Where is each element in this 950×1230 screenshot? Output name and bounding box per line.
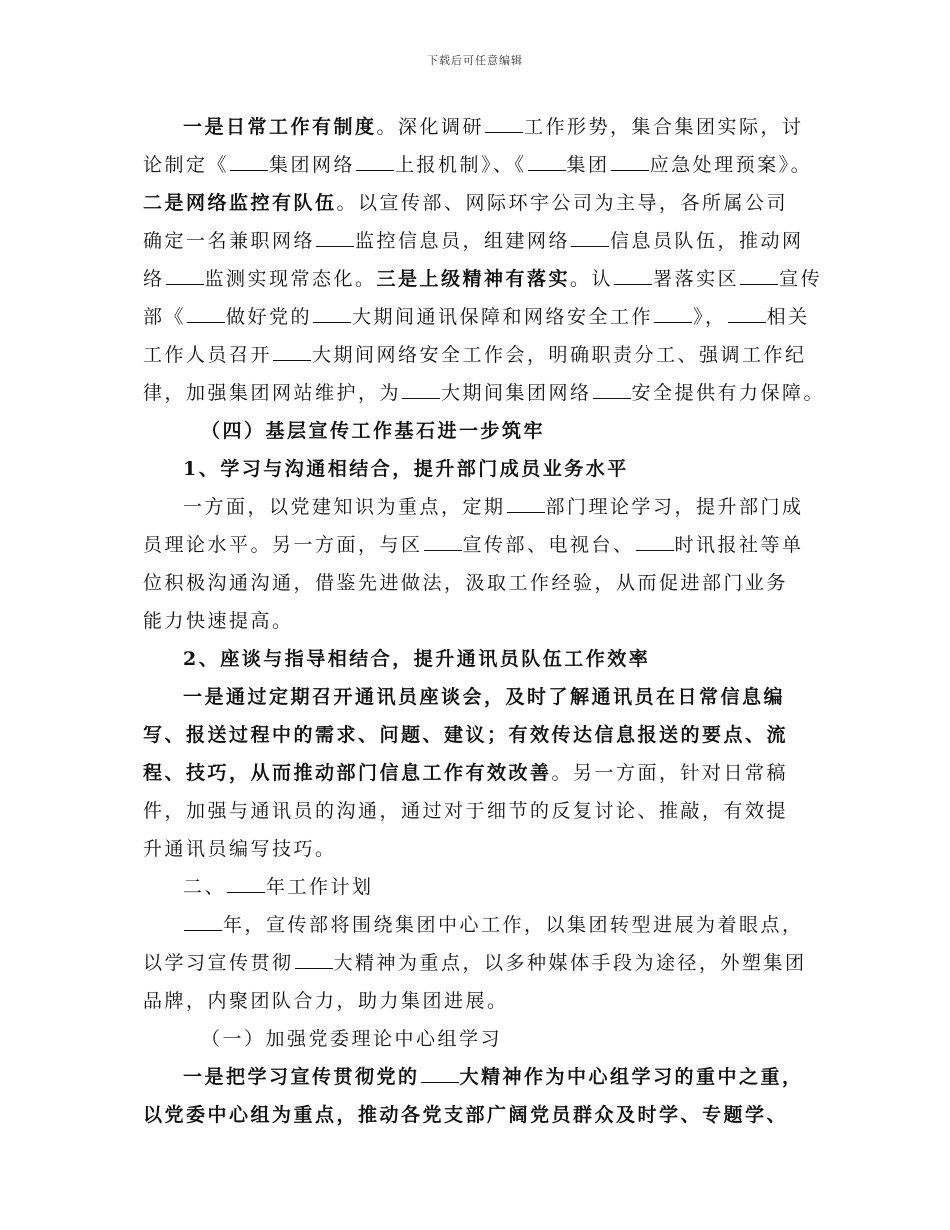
text-line bbox=[143, 1058, 813, 1096]
fill-in-blank bbox=[485, 118, 523, 133]
text-line bbox=[143, 906, 813, 944]
text-line bbox=[143, 184, 813, 222]
text-line bbox=[143, 678, 813, 716]
text-segment: 监控信息员，组建网络 bbox=[355, 230, 571, 252]
fill-in-blank bbox=[227, 878, 265, 893]
bold-text: 一是把学习宣传贯彻党的 bbox=[183, 1066, 420, 1088]
text-segment: 年工作计划 bbox=[266, 876, 374, 898]
bold-text: 以党委中心组为重点，推动各党支部广阔党员群众及时学、专题学、 bbox=[143, 1104, 789, 1126]
text-segment: 。以宣传部、网际环宇公司为主导，各所属公司 bbox=[336, 192, 789, 214]
bold-text: 一是日常工作有制度 bbox=[183, 116, 377, 138]
text-segment: 以学习宣传贯彻 bbox=[143, 952, 294, 974]
text-line bbox=[143, 146, 813, 184]
text-line bbox=[143, 944, 813, 982]
bold-text: 程、技巧，从而推动部门信息工作有效改善 bbox=[143, 762, 552, 784]
text-segment: 应急处理预案》。 bbox=[649, 154, 813, 176]
text-segment: 。认 bbox=[570, 268, 614, 290]
text-segment: 年，宣传部将围绕集团中心工作，以集团转型进展为着眼点， bbox=[223, 914, 804, 936]
text-line bbox=[143, 792, 813, 830]
fill-in-blank bbox=[187, 308, 225, 323]
text-segment: 署落实区 bbox=[653, 268, 740, 290]
fill-in-blank bbox=[424, 536, 462, 551]
text-line bbox=[143, 526, 813, 564]
text-line bbox=[143, 336, 813, 374]
text-segment: 信息员队伍，推动网 bbox=[610, 230, 804, 252]
text-segment: 论制定《 bbox=[143, 154, 230, 176]
text-line bbox=[143, 716, 813, 754]
text-segment: 时讯报社等单 bbox=[674, 534, 804, 556]
text-segment: 一方面，以党建知识为重点，定期 bbox=[183, 496, 506, 518]
bold-text: 二是网络监控有队伍 bbox=[143, 192, 337, 214]
text-line bbox=[143, 564, 813, 602]
fill-in-blank bbox=[356, 156, 394, 171]
text-line bbox=[143, 1020, 813, 1058]
text-segment: 大期间集团网络 bbox=[441, 382, 592, 404]
text-segment: 。深化调研 bbox=[376, 116, 485, 138]
text-line bbox=[143, 602, 813, 640]
text-line bbox=[143, 982, 813, 1020]
text-segment: 大期间网络安全工作会，明确职责分工、强调工作纪 bbox=[312, 344, 807, 366]
text-segment: 员理论水平。另一方面，与区 bbox=[143, 534, 423, 556]
fill-in-blank bbox=[184, 916, 222, 931]
text-line bbox=[143, 298, 813, 336]
bold-text: 1、学习与沟通相结合，提升部门成员业务水平 bbox=[183, 458, 629, 480]
text-line bbox=[143, 1096, 813, 1134]
text-segment: 相关 bbox=[766, 306, 810, 328]
text-segment: 络 bbox=[143, 268, 165, 290]
bold-text: 写、报送过程中的需求、问题、建议；有效传达信息报送的要点、流 bbox=[143, 724, 789, 746]
text-line bbox=[143, 260, 823, 298]
bold-text: 2、座谈与指导相结合，提升通讯员队伍工作效率 bbox=[183, 648, 651, 670]
text-segment: 件，加强与通讯员的沟通，通过对于细节的反复讨论、推敲，有效提 bbox=[143, 800, 789, 822]
fill-in-blank bbox=[230, 156, 268, 171]
text-segment: 部《 bbox=[143, 306, 187, 328]
bold-text: （四）基层宣传工作基石进一步筑牢 bbox=[201, 420, 546, 442]
text-line bbox=[143, 488, 813, 526]
text-segment: 做好党的 bbox=[226, 306, 313, 328]
fill-in-blank bbox=[593, 384, 631, 399]
text-line bbox=[143, 830, 813, 868]
text-segment: 二、 bbox=[183, 876, 227, 898]
text-segment: 大期间通讯保障和网络安全工作 bbox=[352, 306, 654, 328]
text-segment: （一）加强党委理论中心组学习 bbox=[201, 1028, 503, 1050]
fill-in-blank bbox=[166, 270, 204, 285]
bold-text: 三是上级精神有落实 bbox=[376, 268, 571, 290]
fill-in-blank bbox=[614, 270, 652, 285]
text-segment: 能力快速提高。 bbox=[143, 610, 294, 632]
text-segment: 上报机制》、《 bbox=[395, 154, 527, 176]
fill-in-blank bbox=[316, 232, 354, 247]
text-segment: 位积极沟通沟通，借鉴先进做法，汲取工作经验，从而促进部门业务 bbox=[143, 572, 789, 594]
text-line bbox=[143, 412, 813, 450]
text-segment: 品牌，内聚团队合力，助力集团进展。 bbox=[143, 990, 509, 1012]
text-segment: 升通讯员编写技巧。 bbox=[143, 838, 337, 860]
fill-in-blank bbox=[528, 156, 566, 171]
text-segment: 安全提供有力保障。 bbox=[631, 382, 826, 404]
text-segment: 宣传 bbox=[779, 268, 823, 290]
fill-in-blank bbox=[273, 346, 311, 361]
fill-in-blank bbox=[611, 156, 649, 171]
text-segment: 宣传部、电视台、 bbox=[462, 534, 635, 556]
fill-in-blank bbox=[507, 498, 545, 513]
text-segment: 大精神为重点，以多种媒体手段为途径，外塑集团 bbox=[333, 952, 807, 974]
text-segment: 工作人员召开 bbox=[143, 344, 273, 366]
bold-text: 大精神作为中心组学习的重中之重， bbox=[459, 1066, 804, 1088]
text-segment: 集团 bbox=[566, 154, 610, 176]
text-segment: 监测实现常态化。 bbox=[204, 268, 377, 290]
fill-in-blank bbox=[313, 308, 351, 323]
text-segment: 律，加强集团网站维护，为 bbox=[143, 382, 402, 404]
text-segment: 》， bbox=[693, 306, 727, 328]
text-segment: 部门理论学习，提升部门成 bbox=[545, 496, 804, 518]
text-line bbox=[143, 450, 813, 488]
fill-in-blank bbox=[636, 536, 674, 551]
text-segment: 确定一名兼职网络 bbox=[143, 230, 316, 252]
text-line bbox=[143, 222, 813, 260]
document-body bbox=[143, 108, 826, 1134]
text-line bbox=[143, 108, 813, 146]
bold-text: 一是通过定期召开通讯员座谈会，及时了解通讯员在日常信息编 bbox=[183, 686, 786, 708]
fill-in-blank bbox=[402, 384, 440, 399]
text-segment: 集团网络 bbox=[269, 154, 356, 176]
text-segment: 。另一方面，针对日常稿 bbox=[551, 762, 789, 784]
fill-in-blank bbox=[571, 232, 609, 247]
page-header: 下载后可任意编辑 bbox=[427, 54, 523, 67]
text-line bbox=[143, 374, 826, 412]
text-line bbox=[143, 640, 813, 678]
fill-in-blank bbox=[421, 1068, 459, 1083]
text-segment: 工作形势，集合集团实际，讨 bbox=[524, 116, 804, 138]
fill-in-blank bbox=[295, 954, 333, 969]
text-line bbox=[143, 754, 813, 792]
fill-in-blank bbox=[740, 270, 778, 285]
text-line bbox=[143, 868, 813, 906]
fill-in-blank bbox=[654, 308, 692, 323]
fill-in-blank bbox=[728, 308, 766, 323]
